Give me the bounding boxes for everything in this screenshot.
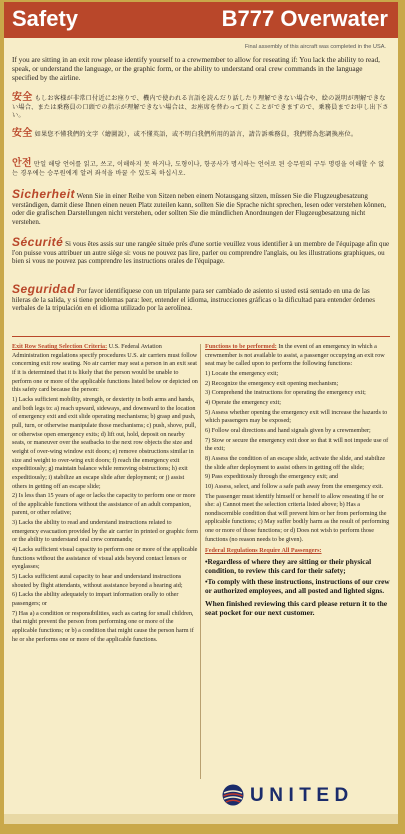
criteria-item: 3) Lacks the ability to read and understand instructions related to emergency evacuation provided by the air carrier in printed or graphic form or the ability to understand oral crew commands;: [12, 520, 198, 544]
criteria-item: 4) Lacks sufficient visual capacity to perform one or more of the applicable functions without the assistance of visual aids beyond contact lenses or eyeglasses;: [12, 547, 198, 571]
lang-text: Wenn Sie in einer Reihe von Sitzen neben einem Notausgang sitzen, müssen Sie die Flugzeugbesatzung verständigen, damit diese Ihnen einen neuen Platz zuteilen kann, sollten Sie die Sprache nicht sprechen, lesen oder verstehen können, oder die grafischen Darstellungen nicht verstehen, oder sollten Sie die mündlichen Anordnungen der Flugzeugbesatzung nicht verstehen.: [12, 192, 386, 227]
lang-french: [12, 235, 390, 266]
lang-heading: Sicherheit: [12, 187, 76, 201]
lang-heading: 안전: [12, 158, 32, 169]
lang-korean: [12, 160, 390, 178]
function-item: 1) Locate the emergency exit;: [205, 370, 279, 377]
criteria-intro-text: U.S. Federal Aviation Administration regulations specify procedures U.S. air carriers must follow concerning exit row seating. No air carrier may seat a person in an exit seat if it is determined that it is likely that the person would be unable to perform one or more of the applicable functions listed below or depicted on this safety card because the person:: [12, 344, 198, 394]
lang-german: [12, 187, 390, 227]
header-band: [4, 2, 398, 38]
lang-heading: 安全: [12, 128, 33, 139]
section-divider: [12, 336, 390, 337]
function-item: 4) Operate the emergency exit;: [205, 399, 281, 406]
function-item: 9) Pass expeditiously through the emergency exit; and: [205, 474, 339, 481]
function-item: 8) Assess the condition of an escape slide, activate the slide, and stabilize the slide after deployment to assist others in getting off the slide;: [205, 455, 386, 471]
lang-heading: Seguridad: [12, 282, 76, 296]
column-divider: [200, 344, 201, 779]
criteria-item: 6) Lacks the ability adequately to impart information orally to other passengers; or: [12, 592, 179, 608]
lang-text: 如果您不懂我們的文字（繪圖說），或不懂英語，或不明白我們所用的語言，請告訴乘務員，我們將為您調換座位。: [34, 131, 358, 138]
federal-bullet: •To comply with these instructions, instructions of our crew or authorized employees, and all posted and lighted signs.: [205, 576, 390, 595]
criteria-item: 5) Lacks sufficient aural capacity to hear and understand instructions shouted by flight attendants, without assistance beyond a hearing aid;: [12, 574, 183, 589]
lang-heading: Sécurité: [12, 235, 64, 249]
safety-card: [4, 2, 398, 824]
reseating-note: The passenger must identify himself or herself to allow reseating if he or she: a) Cannot meet the selection criteria listed above; b) Has a nondiscernible condition that will prevent him or her from performing the applicable functions; c) May suffer bodily harm as the result of performing one or more of those functions; or d) Does not wish to perform those functions (no reason needs to be given).: [205, 493, 390, 543]
criteria-item: 7) Has a) a condition or responsibilities, such as caring for small children, that might prevent the person from performing one or more of the applicable functions; or b) a condition that might cause the person harm if he or she performs one or more of the applicable functions.: [12, 610, 194, 643]
logo-wordmark: UNITED: [250, 785, 354, 806]
function-item: 6) Follow oral directions and hand signals given by a crewmember;: [205, 427, 371, 434]
lang-text: Por favor identifíquese con un tripulante para ser cambiado de asiento si usted está sentado en una de las hileras de la salida, y si tiene problemas para: leer, entender el idioma, instrucciones gráficas o la dificultad para entender órdenes verbales de la tripulación en el idioma utilizado por la aerolínea.: [12, 287, 375, 313]
lang-text: 만일 해당 언어를 읽고, 쓰고, 이해하지 못 하거나, 도형이나, 항공사가 명시하는 언어로 된 승무원의 구두 명령을 이해할 수 없는 경우에는 승무원에게 알려 좌석을 바꿀 수 있도록 하십시오.: [12, 161, 385, 177]
federal-heading: Federal Regulations Require All Passengers:: [205, 548, 322, 555]
united-globe-icon: [222, 784, 244, 806]
closing-note: When finished reviewing this card please return it to the seat pocket for our next customer.: [205, 598, 388, 618]
functions-intro-text: In the event of an emergency in which a crewmember is not available to assist, a passenger occupying an exit row seat may be called upon to perform the following functions:: [205, 344, 385, 368]
lang-spanish: [12, 282, 390, 313]
exit-row-criteria-column: [12, 343, 198, 645]
aircraft-title: B777 Overwater: [221, 6, 388, 31]
federal-bullet: •Regardless of where they are sitting or their physical condition, to review this card for their safety;: [205, 557, 372, 576]
criteria-item: 2) Is less than 15 years of age or lacks the capacity to perform one or more of the applicable functions without the assistance of an adult companion, parent, or other relative;: [12, 493, 196, 517]
lang-text: Si vous êtes assis sur une rangée située près d'une sortie veuillez vous identifier à un membre de l'équipage afin que l'on puisse vous attribuer un autre siège si: vous ne pouvez pas lire, parler ou comprendre l'anglais, ou les illustrations graphiques, ou bien si vous ne pouvez pas comprendre les instructions orales de l'équipage.: [12, 240, 390, 266]
function-item: 7) Stow or secure the emergency exit door so that it will not impede use of the exit;: [205, 437, 389, 453]
page-title: Safety: [12, 6, 79, 31]
functions-intro: [205, 343, 391, 369]
criteria-item: 1) Lacks sufficient mobility, strength, or dexterity in both arms and hands, and both legs to: a) reach upward, sideways, and downward to the location of emergency exit and exit slide operating mechanisms; b) grasp and push, pull, turn, or otherwise manipulate those mechanisms; c) push, shove, pull, or otherwise open emergency exits; d) lift out, hold, deposit on nearby seats, or maneuver over the seatbacks to the next row objects the size and weight of over-wing window exit doors; e) remove obstructions similar in size and weight to over-wing exit doors; f) reach the emergency exit expeditiously; g) maintain balance while removing obstructions; h) exit expeditiously; i) stabilize an escape slide after deployment; or j) assist others in getting off an escape slide;: [12, 396, 197, 490]
bottom-band: [4, 814, 398, 824]
united-logo: [222, 784, 392, 806]
functions-column: [205, 343, 391, 618]
function-item: 5) Assess whether opening the emergency exit will increase the hazards to which passengers may be exposed;: [205, 409, 388, 425]
lang-japanese: [12, 94, 390, 121]
assembly-note: Final assembly of this aircraft was completed in the USA.: [244, 44, 386, 50]
function-item: 2) Recognize the emergency exit opening mechanism;: [205, 380, 339, 387]
lang-text: もしお客様が非常口付近にお座りで、機内で使われる言語を読んだり話したり理解できない場合や、絵の説明が理解できない場合、または乗務員の口頭での指示が理解できない場合は、お座席を替わって頂くことができますので、乗務員までお申し出下さい。: [12, 95, 389, 120]
lang-chinese: [12, 130, 390, 140]
criteria-heading: Exit Row Seating Selection Criteria:: [12, 344, 108, 350]
function-item: 3) Comprehend the instructions for operating the emergency exit;: [205, 390, 366, 397]
criteria-intro: [12, 343, 198, 395]
lang-heading: 安全: [12, 92, 33, 103]
intro-english: If you are sitting in an exit row please identify yourself to a crewmember to allow for reseating if: You lack the ability to read, speak, or understand the language, or the graphic form, or the ability to understand oral crew commands in the language specified by the airline.: [12, 55, 380, 83]
functions-heading: Functions to be performed:: [205, 344, 277, 350]
function-item: 10) Assess, select, and follow a safe path away from the emergency exit.: [205, 483, 384, 490]
